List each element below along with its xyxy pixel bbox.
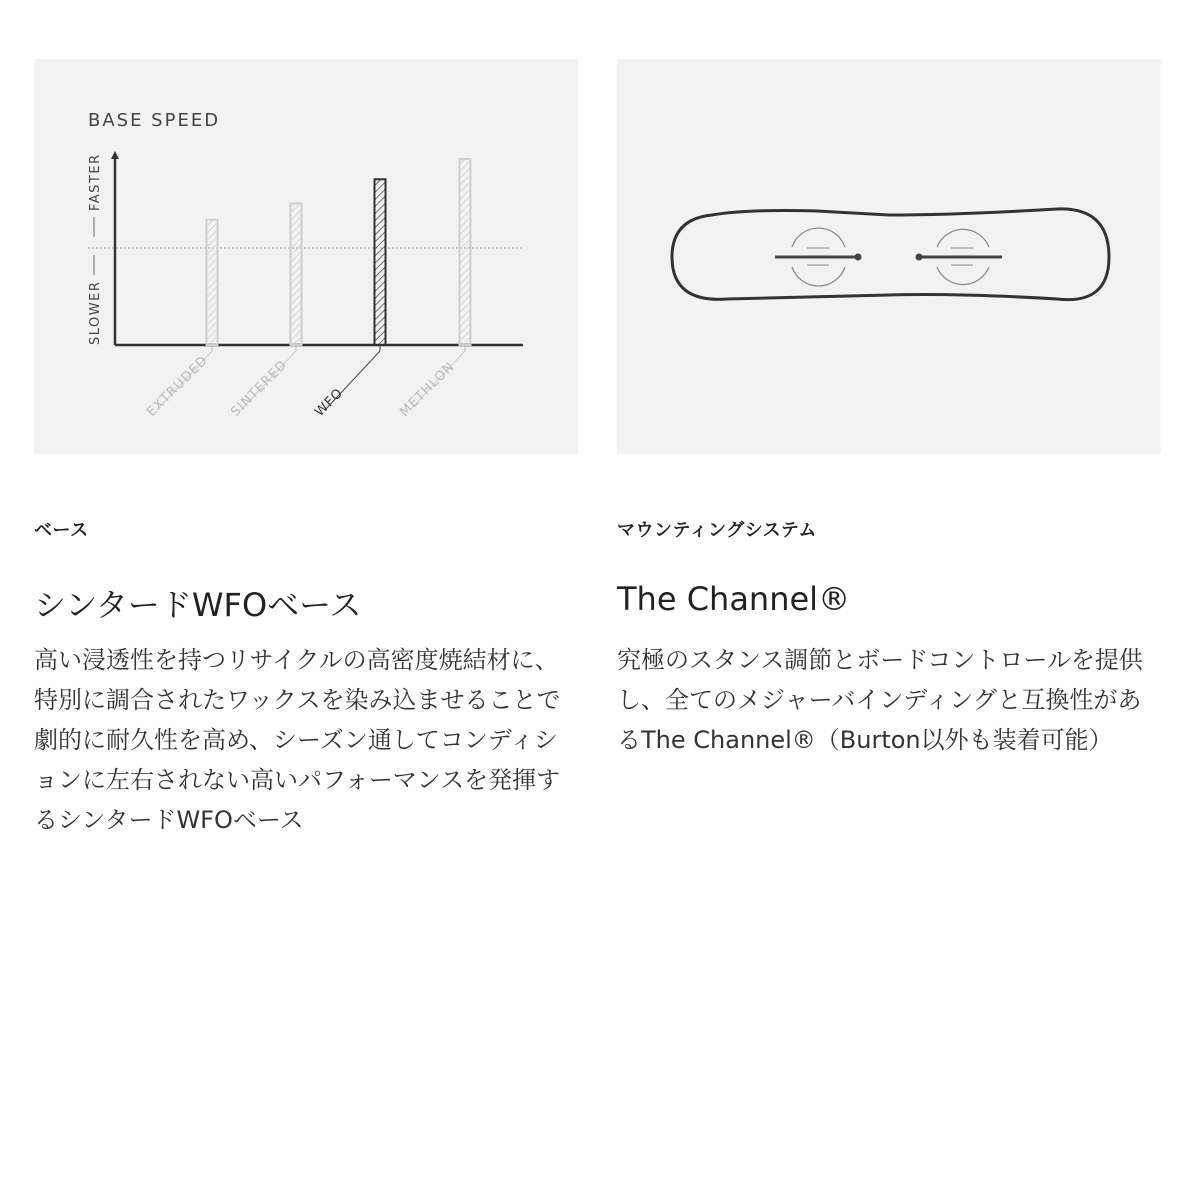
y-label-faster: FASTER [88,153,103,211]
bar [375,179,386,345]
bar [460,159,471,345]
mounting-category-label: マウンティングシステム [617,520,817,541]
channel-illustration-panel [617,59,1161,454]
bar [291,204,302,345]
category-label: METHLON [397,359,458,420]
mounting-title: The Channel® [617,580,851,618]
mounting-description: 究極のスタンス調節とボードコントロールを提供し、全てのメジャーバインディングと互換性があるThe Channel®（Burton以外も装着可能） [617,646,1143,754]
channel-left-icon [775,228,862,286]
bar [207,220,218,345]
base-category-label: ベース [34,520,89,541]
category-label: SINTERED [228,357,291,420]
base-title: シンタードWFOベース [34,586,362,624]
chart-title: BASE SPEED [88,110,221,131]
y-label-slower: SLOWER [88,280,103,345]
category-label: WFO [312,385,347,420]
channel-right-icon [916,229,1003,284]
snowboard-illustration [617,59,1161,454]
category-label: EXTRUDED [144,352,212,420]
base-speed-chart-panel [34,59,578,454]
base-description: 高い浸透性を持つリサイクルの高密度焼結材に、特別に調合されたワックスを染み込ませることで劇的に耐久性を高め、シーズン通してコンディションに左右されない高いパフォーマンスを発揮するシンタードWFOベース [34,646,561,834]
snowboard-outline [672,209,1109,300]
y-axis-arrow-icon [111,151,119,159]
base-speed-chart [34,59,578,454]
